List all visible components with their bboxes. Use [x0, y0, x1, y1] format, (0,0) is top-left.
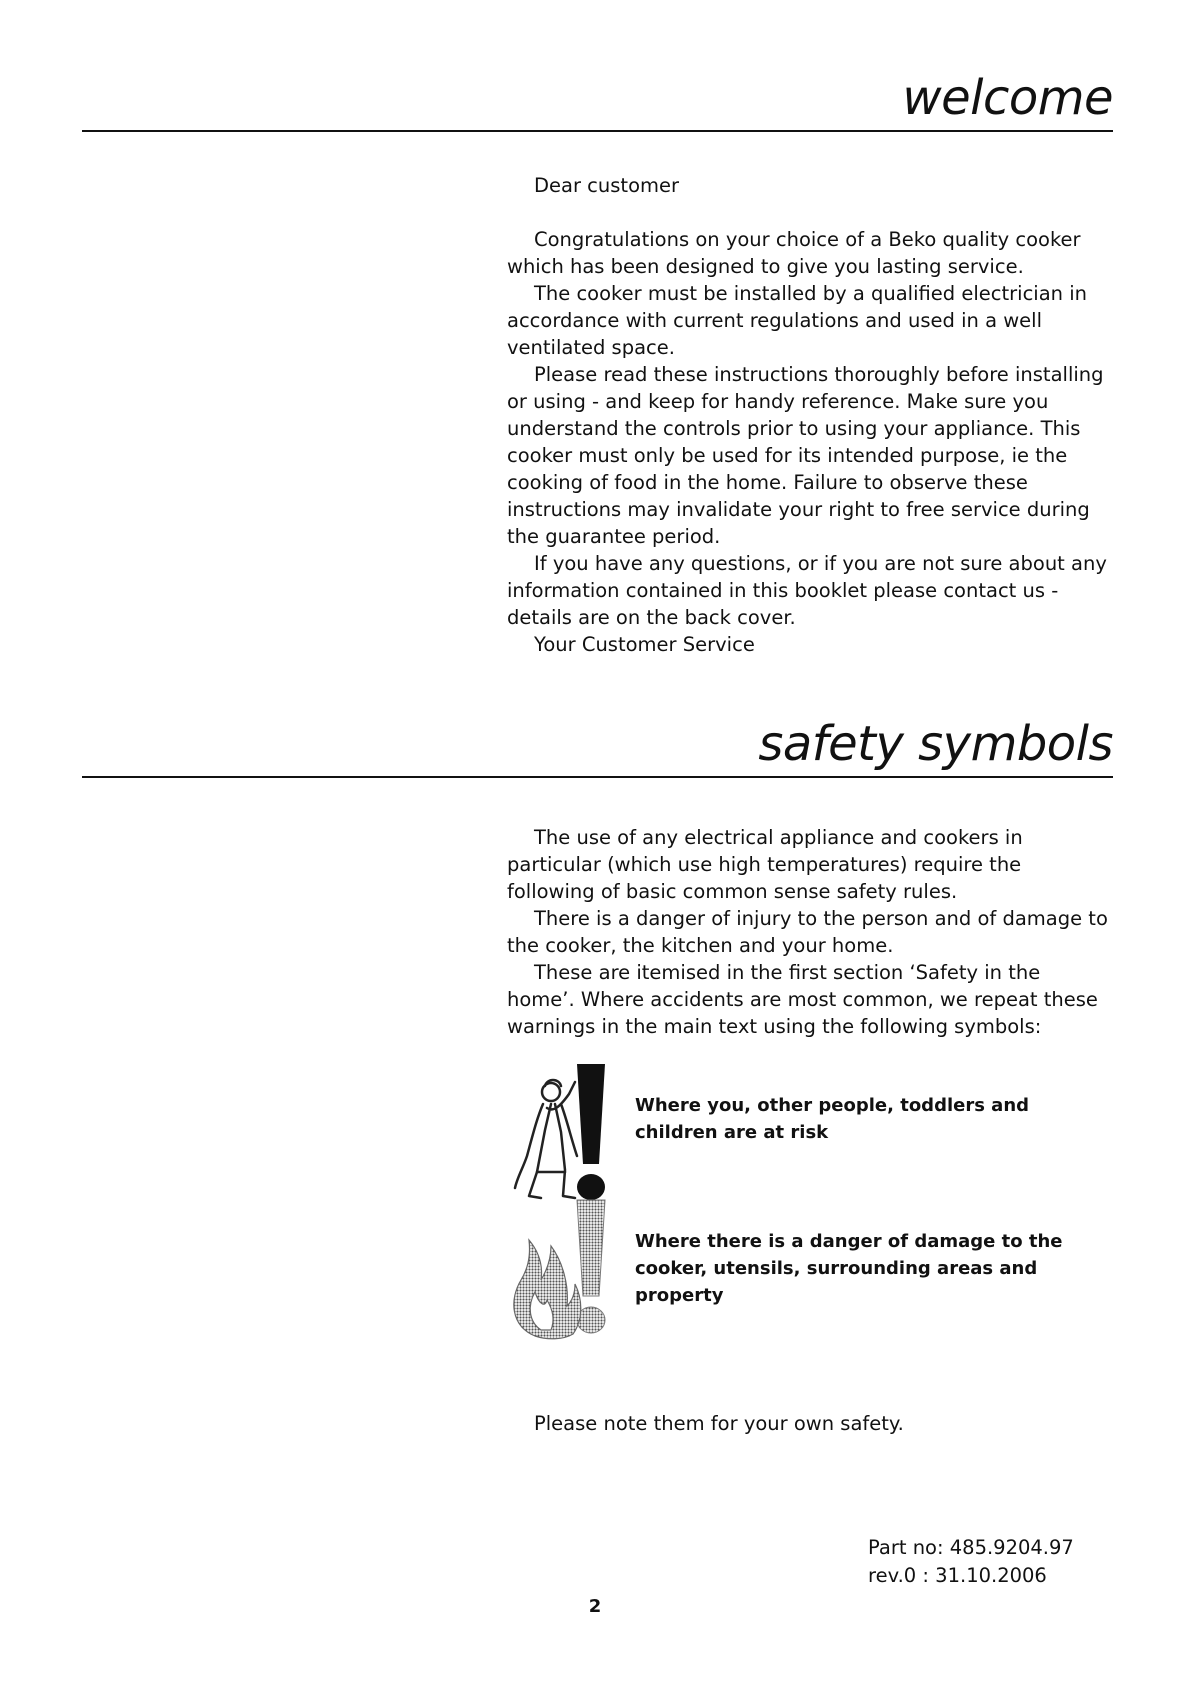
welcome-paragraph: The cooker must be installed by a qualified electrician in accordance with current regulations and used in a well ventilated space. [507, 282, 1088, 359]
symbol-property-damage-caption: Where there is a danger of damage to the cooker, utensils, surrounding areas and property [635, 1231, 1063, 1306]
welcome-rule [82, 130, 1113, 132]
welcome-salutation: Dear customer [534, 174, 680, 197]
part-number: Part no: 485.9204.97 [868, 1536, 1074, 1559]
safety-heading: safety symbols [758, 716, 1113, 772]
welcome-paragraph: If you have any questions, or if you are not sure about any information contained in this booklet please contact us - details are on the back cover. [507, 552, 1107, 629]
welcome-text [507, 172, 1112, 658]
revision-date: rev.0 : 31.10.2006 [868, 1564, 1047, 1587]
symbol-property-damage [507, 1196, 1112, 1336]
person-warning-icon [507, 1060, 625, 1204]
welcome-heading: welcome [902, 70, 1113, 126]
welcome-paragraph: Please read these instructions thoroughly before installing or using - and keep for handy reference. Make sure you understand the controls prior to using your appliance. This cooker must only be used for its intended purpose, ie the cooking of food in the home. Failure to observe these instructions may invalidate your right to free service during the guarantee period. [507, 363, 1104, 548]
safety-note: Please note them for your own safety. [534, 1412, 904, 1435]
part-info [868, 1534, 1074, 1590]
welcome-paragraph: Congratulations on your choice of a Beko quality cooker which has been designed to give you lasting service. [507, 228, 1081, 278]
safety-text [507, 824, 1112, 1040]
safety-paragraph: These are itemised in the first section ‘Safety in the home’. Where accidents are most common, we repeat these warnings in the main text using the following symbols: [507, 961, 1098, 1038]
fire-warning-icon [507, 1196, 625, 1340]
symbol-person-risk-caption: Where you, other people, toddlers and children are at risk [635, 1095, 1030, 1143]
safety-paragraph: The use of any electrical appliance and cookers in particular (which use high temperatures) require the following of basic common sense safety rules. [507, 826, 1023, 903]
symbol-person-risk [507, 1060, 1112, 1200]
page-number: 2 [588, 1596, 602, 1617]
safety-paragraph: There is a danger of injury to the person and of damage to the cooker, the kitchen and your home. [507, 907, 1108, 957]
safety-rule [82, 776, 1113, 778]
welcome-signoff: Your Customer Service [534, 633, 755, 656]
